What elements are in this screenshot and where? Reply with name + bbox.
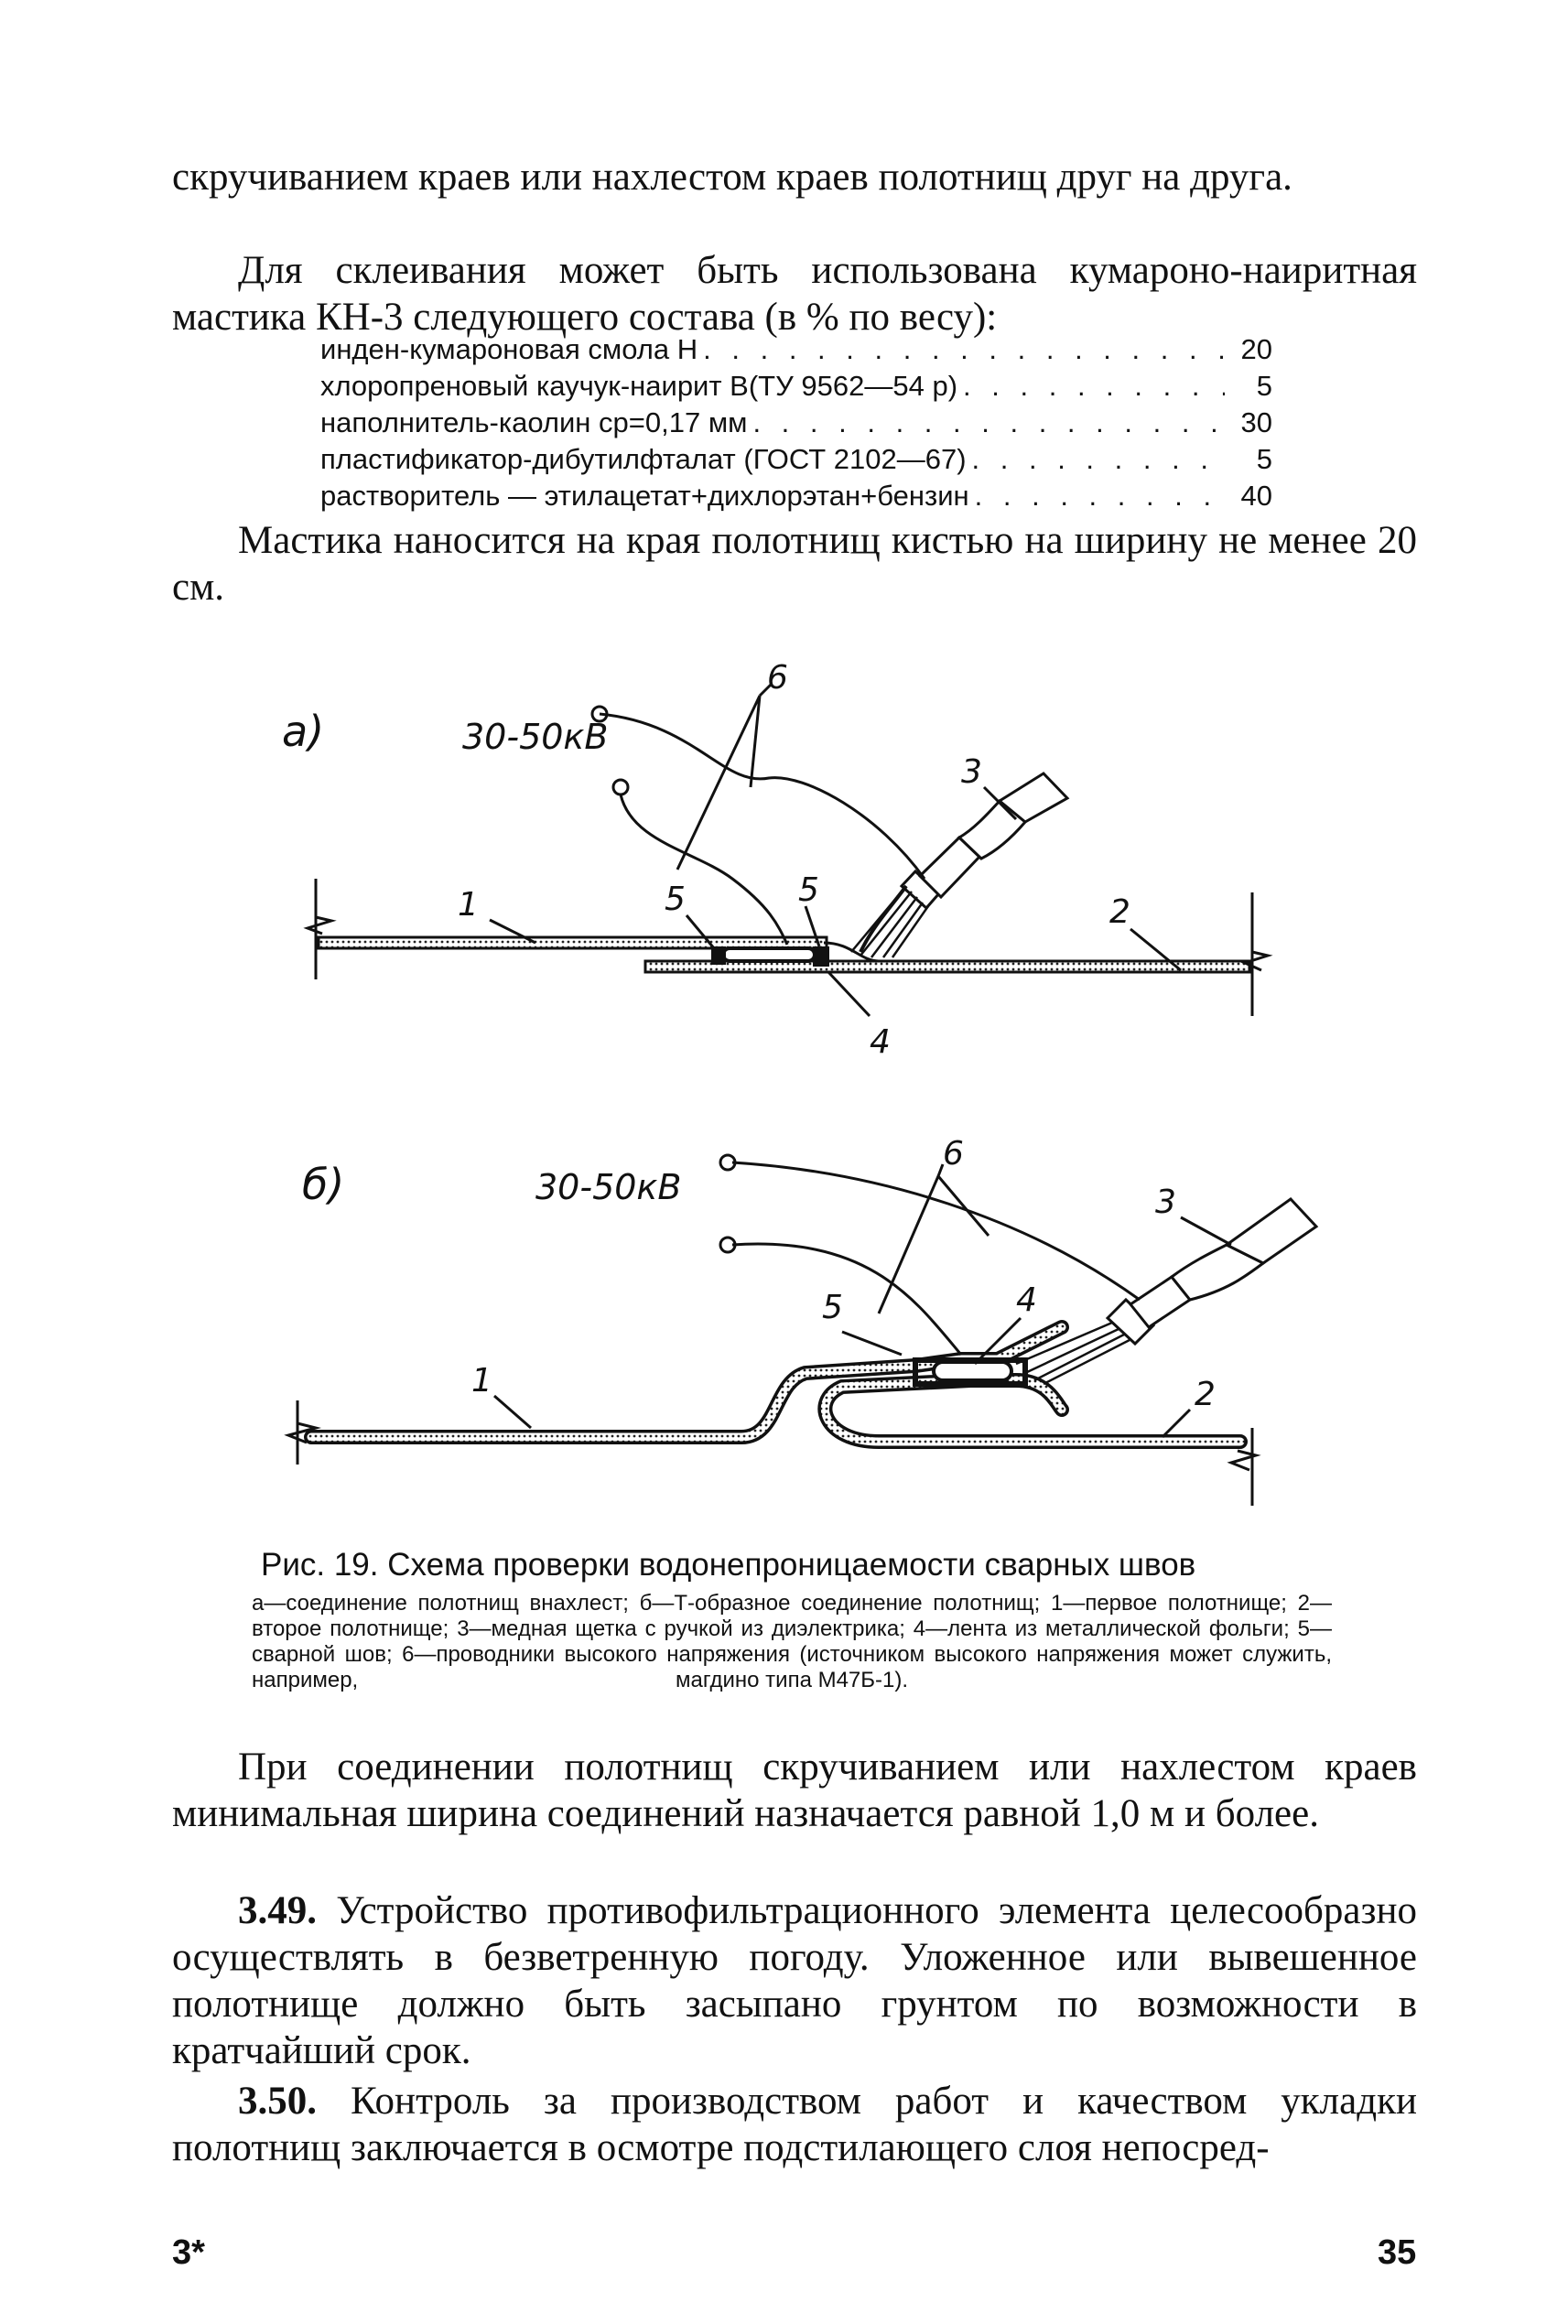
component-percent: 5 — [1256, 370, 1272, 402]
label-b-5: 5 — [822, 1289, 843, 1326]
label-a-2: 2 — [1109, 893, 1130, 931]
paragraph-3-49 — [172, 1887, 1417, 2074]
panel-b-label: б) — [302, 1160, 345, 1209]
composition-row — [320, 368, 1272, 405]
label-b-2: 2 — [1195, 1376, 1216, 1413]
paragraph-continuation: скручиванием краев или нахлестом краев полотнищ друг на друга. — [172, 156, 1292, 199]
component-name: инден-кумароновая смола Н — [320, 333, 698, 365]
mastic-composition-list — [320, 331, 1272, 514]
dot-leader — [957, 368, 1225, 405]
label-a-6: 6 — [767, 659, 788, 697]
label-b-3: 3 — [1155, 1184, 1176, 1221]
panel-a — [282, 659, 1268, 1061]
hv-lead-a2 — [621, 794, 787, 945]
label-a-3: 3 — [961, 753, 982, 791]
hv-lead-a1 — [600, 714, 925, 879]
foil-tape-a — [723, 948, 815, 961]
section-text: Контроль за производством работ и качеством укладки полотнищ заключается в осмотре подстилающего слоя непосред- — [172, 2080, 1417, 2169]
voltage-label-b: 30-50кВ — [535, 1167, 682, 1207]
component-name: хлоропреновый каучук-наирит В(ТУ 9562—54 р) — [320, 370, 958, 402]
paragraph-mastic-intro: Для склеивания может быть использована кумароно-наиритная мастика КН-3 следующего состава (в % по весу): — [172, 249, 1417, 339]
composition-row — [320, 405, 1272, 441]
page-number: 35 — [1378, 2233, 1417, 2272]
paragraph-join-width: При соединении полотнищ скручиванием или нахлестом краев минимальная ширина соединений назначается равной 1,0 м и более. — [172, 1746, 1417, 1835]
figure-caption-end: магдино типа М47Б-1). — [675, 1668, 909, 1692]
component-percent: 20 — [1240, 333, 1272, 365]
label-a-4: 4 — [870, 1023, 891, 1061]
component-name: растворитель — этилацетат+дихлорэтан+бензин — [320, 480, 969, 512]
voltage-label-a: 30-50кВ — [462, 717, 609, 757]
composition-row — [320, 331, 1272, 368]
composition-row — [320, 478, 1272, 514]
label-a-1: 1 — [458, 886, 479, 924]
weld-seam-a1 — [711, 946, 726, 965]
copper-brush-a — [851, 773, 1067, 957]
sheet-2-b — [825, 1380, 1240, 1442]
foil-tape-b — [934, 1362, 1011, 1380]
label-b-4: 4 — [1016, 1281, 1037, 1319]
figure-19-welding-diagram — [0, 641, 1568, 1538]
section-number: 3.49. — [238, 1889, 317, 1932]
label-b-6: 6 — [943, 1135, 964, 1173]
dot-leader — [969, 478, 1225, 514]
paragraph-mastic-application: Мастика наносится на края полотнищ кистью на ширину не менее 20 см. — [172, 519, 1417, 609]
section-number: 3.50. — [238, 2080, 317, 2123]
composition-row — [320, 441, 1272, 478]
weld-seam-a2 — [813, 946, 829, 967]
dot-leader — [747, 405, 1225, 441]
paragraph-3-50 — [172, 2078, 1417, 2171]
figure-caption: а—соединение полотнищ внахлест; б—Т-образное соединение полотнищ; 1—первое полотнище; 2—второе полотнище; 3—медная щетка с ручкой из диэлектрика; 4—лента из металлической фольги; 5—сварной шов; 6—проводники высокого напряжения (источником высокого напряжения может служить, например, — [252, 1591, 1332, 1692]
panel-b — [288, 1135, 1316, 1506]
label-b-1: 1 — [471, 1362, 492, 1400]
signature-mark: 3* — [172, 2233, 205, 2272]
dot-leader — [697, 331, 1225, 368]
figure-title: Рис. 19. Схема проверки водонепроницаемости сварных швов — [261, 1547, 1196, 1583]
component-percent: 40 — [1240, 480, 1272, 512]
component-percent: 30 — [1240, 406, 1272, 438]
panel-a-label: а) — [282, 707, 325, 756]
terminal-a2 — [613, 780, 628, 794]
copper-brush-b — [1016, 1199, 1316, 1384]
hv-lead-b2 — [732, 1244, 961, 1355]
component-percent: 5 — [1256, 443, 1272, 475]
component-name: пластификатор-дибутилфталат (ГОСТ 2102—67) — [320, 443, 967, 475]
break-right-a — [1245, 892, 1268, 1016]
dot-leader — [967, 441, 1225, 478]
break-left-a — [308, 879, 331, 979]
section-text: Устройство противофильтрационного элемента целесообразно осуществлять в безветренную погоду. Уложенное или вывешенное полотнище должно быть засыпано грунтом по возможности в кратчайший срок. — [172, 1889, 1417, 2072]
label-a-5b: 5 — [798, 871, 819, 909]
component-name: наполнитель-каолин ср=0,17 мм — [320, 406, 748, 438]
label-a-5a: 5 — [665, 881, 686, 918]
